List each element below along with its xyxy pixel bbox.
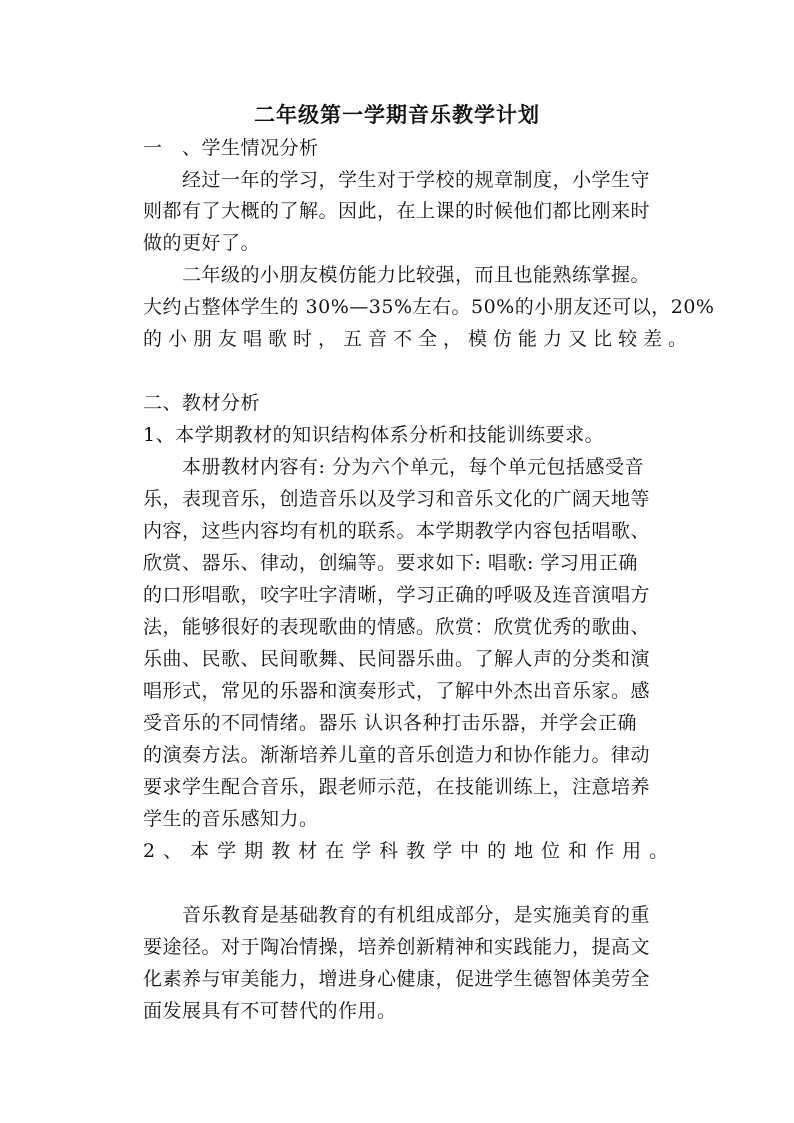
paragraph-line: 的小朋友唱歌时，五音不全，模仿能力又比较差。 — [143, 328, 694, 350]
paragraph-line: 做的更好了。 — [143, 232, 261, 254]
paragraph-line: 化素养与审美能力，增进身心健康，促进学生德智体美劳全 — [143, 968, 651, 990]
section-heading-1: 一 、学生情况分析 — [143, 137, 319, 159]
paragraph-line: 法，能够很好的表现歌曲的情感。欣赏：欣赏优秀的歌曲、 — [143, 616, 651, 638]
paragraph-line: 大约占整体学生的 30%—35%左右。50%的小朋友还可以，20% — [143, 296, 715, 318]
paragraph-line: 则都有了大概的了解。因此，在上课的时候他们都比刚来时 — [143, 200, 651, 222]
paragraph-line: 的演奏方法。渐渐培养儿童的音乐创造力和协作能力。律动 — [143, 744, 651, 766]
paragraph-line: 二年级的小朋友模仿能力比较强，而且也能熟练掌握。 — [182, 264, 651, 286]
paragraph-line: 学生的音乐感知力。 — [143, 808, 319, 830]
subsection-heading-1: 1、本学期教材的知识结构体系分析和技能训练要求。 — [143, 424, 605, 446]
paragraph-line: 要求学生配合音乐，跟老师示范，在技能训练上，注意培养 — [143, 776, 651, 798]
paragraph-line: 面发展具有不可替代的作用。 — [143, 1000, 397, 1022]
paragraph-line: 经过一年的学习，学生对于学校的规章制度，小学生守 — [182, 169, 651, 191]
paragraph-line: 本册教材内容有: 分为六个单元，每个单元包括感受音 — [182, 456, 644, 478]
paragraph-line: 唱形式，常见的乐器和演奏形式，了解中外杰出音乐家。感 — [143, 680, 651, 702]
paragraph-line: 乐，表现音乐，创造音乐以及学习和音乐文化的广阔天地等 — [143, 488, 651, 510]
paragraph-line: 内容，这些内容均有机的联系。本学期教学内容包括唱歌、 — [143, 520, 651, 542]
paragraph-line: 要途径。对于陶冶情操，培养创新精神和实践能力，提高文 — [143, 936, 651, 958]
paragraph-line: 欣赏、器乐、律动，创编等。要求如下: 唱歌: 学习用正确 — [143, 552, 638, 574]
subsection-heading-2: 2、本学期教材在学科教学中的地位和作用。 — [143, 840, 677, 862]
paragraph-line: 音乐教育是基础教育的有机组成部分，是实施美育的重 — [182, 904, 651, 926]
section-heading-2: 二、教材分析 — [143, 392, 261, 414]
paragraph-line: 的口形唱歌，咬字吐字清晰，学习正确的呼吸及连音演唱方 — [143, 584, 651, 606]
document-title: 二年级第一学期音乐教学计划 — [254, 102, 540, 127]
paragraph-line: 受音乐的不同情绪。器乐 认识各种打击乐器，并学会正确 — [143, 712, 638, 734]
paragraph-line: 乐曲、民歌、民间歌舞、民间器乐曲。了解人声的分类和演 — [143, 648, 651, 670]
